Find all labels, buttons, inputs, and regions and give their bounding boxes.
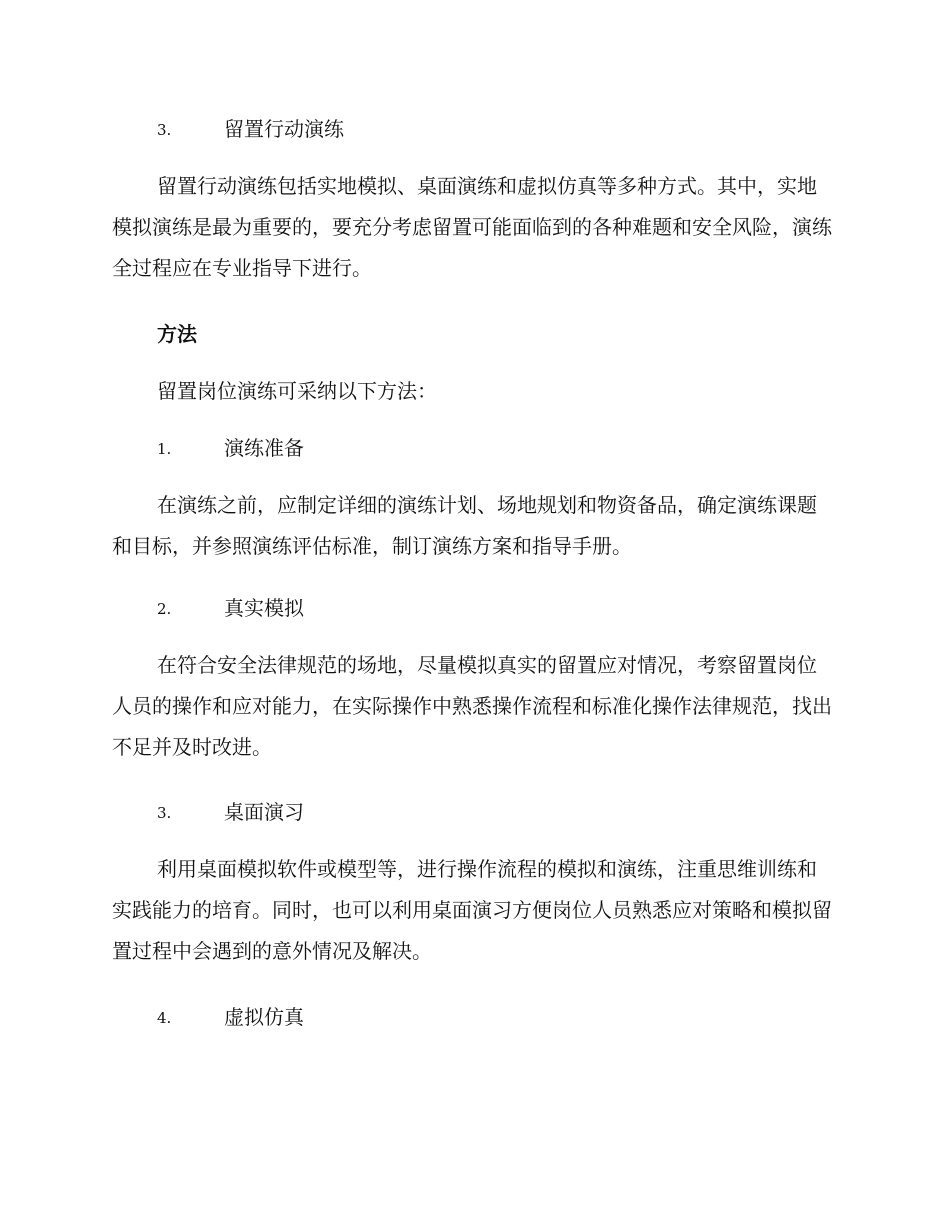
section-3-paragraph: 留置行动演练包括实地模拟、桌面演练和虚拟仿真等多种方式。其中，实地模拟演练是最为重要的，要充分考虑留置可能面临到的各种难题和安全风险，演练全过程应在专业指导下进行。 bbox=[112, 174, 832, 280]
method-item-4-heading bbox=[157, 1003, 304, 1032]
methods-heading: 方法 bbox=[157, 322, 197, 346]
section-3-heading bbox=[157, 115, 344, 144]
item-title: 演练准备 bbox=[224, 436, 304, 460]
method-item-3-heading bbox=[157, 798, 304, 827]
section-title: 留置行动演练 bbox=[224, 117, 344, 141]
item-title: 桌面演习 bbox=[224, 800, 304, 824]
method-item-2-heading bbox=[157, 594, 304, 623]
method-item-1-heading bbox=[157, 434, 304, 463]
item-number: 3. bbox=[157, 804, 172, 822]
method-item-3-paragraph: 利用桌面模拟软件或模型等，进行操作流程的模拟和演练，注重思维训练和实践能力的培育。同时，也可以利用桌面演习方便岗位人员熟悉应对策略和模拟留置过程中会遇到的意外情况及解决。 bbox=[112, 857, 832, 963]
methods-intro: 留置岗位演练可采纳以下方法： bbox=[157, 379, 437, 403]
item-title: 真实模拟 bbox=[224, 596, 304, 620]
section-number: 3. bbox=[157, 121, 172, 139]
item-title: 虚拟仿真 bbox=[224, 1005, 304, 1029]
item-number: 1. bbox=[157, 440, 172, 458]
item-number: 2. bbox=[157, 600, 172, 618]
method-item-2-paragraph: 在符合安全法律规范的场地，尽量模拟真实的留置应对情况，考察留置岗位人员的操作和应对能力，在实际操作中熟悉操作流程和标准化操作法律规范，找出不足并及时改进。 bbox=[112, 653, 832, 759]
item-number: 4. bbox=[157, 1009, 172, 1027]
method-item-1-paragraph: 在演练之前，应制定详细的演练计划、场地规划和物资备品，确定演练课题和目标，并参照演练评估标准，制订演练方案和指导手册。 bbox=[112, 493, 817, 558]
